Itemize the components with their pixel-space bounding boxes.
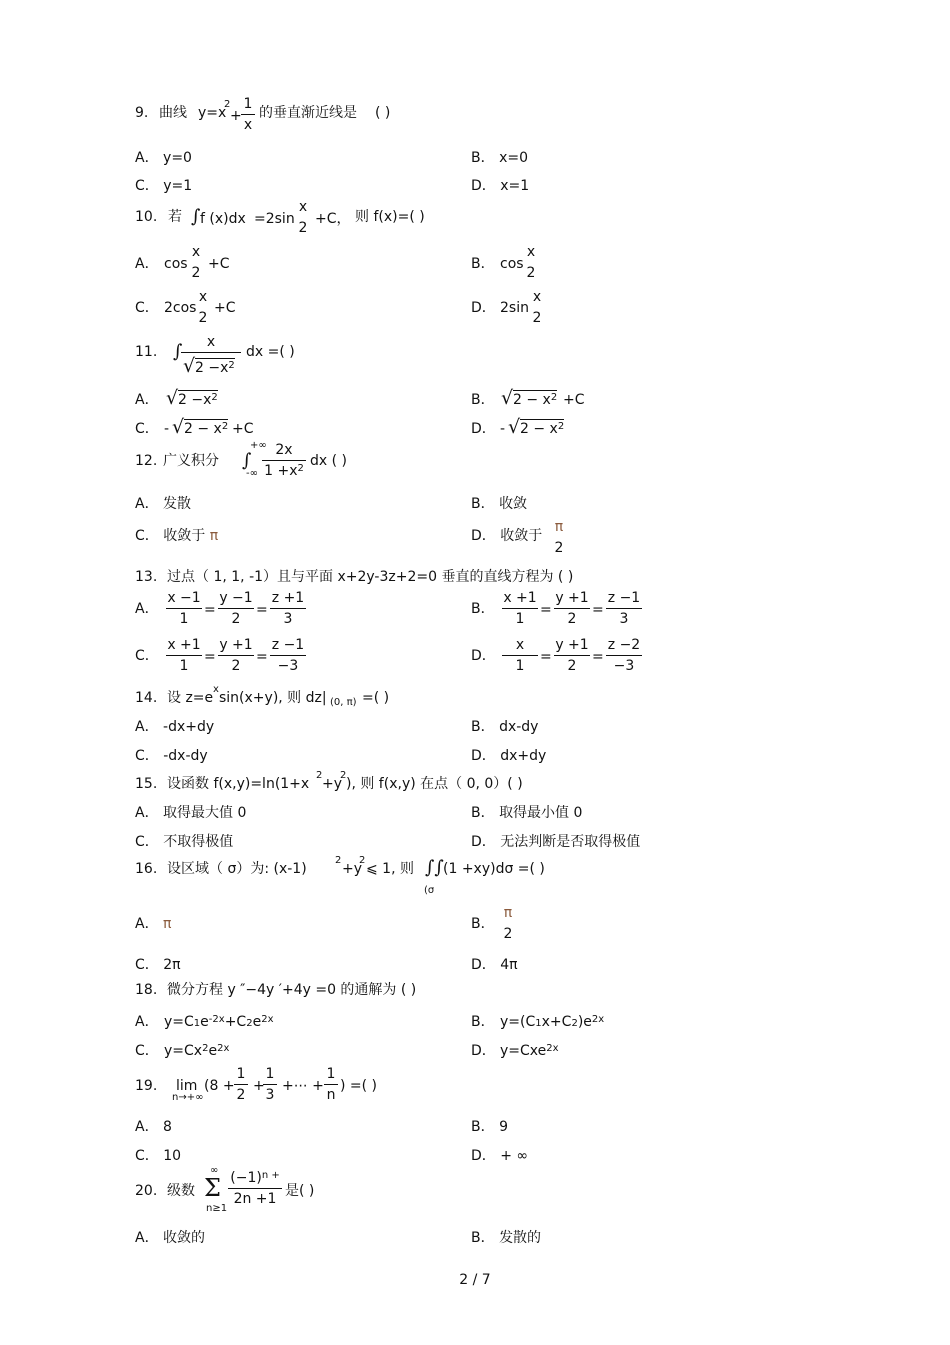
q12-upper-limit: +∞ xyxy=(250,440,267,451)
q19-plus: + xyxy=(253,1078,265,1094)
q19-lim: lim xyxy=(176,1078,198,1094)
q9-option-b: B． x=0 xyxy=(471,150,528,166)
q11-option-c-c: +C xyxy=(232,421,254,437)
q10-option-d-frac: x 2 xyxy=(532,289,542,326)
q14-option-b: B． dx-dy xyxy=(471,719,539,735)
q10-option-b-frac: x 2 xyxy=(526,244,536,281)
q15-number: 15. xyxy=(135,776,158,792)
q19-option-d: D． + ∞ xyxy=(471,1148,529,1164)
q10-option-c-fn: 2cos xyxy=(164,300,197,316)
q9-frac-num: 1 xyxy=(243,96,253,112)
equals-sign: = xyxy=(204,649,216,665)
q11-option-b-label: B． xyxy=(471,392,495,408)
integral-sign: ∫ xyxy=(173,341,183,362)
q20-upper: ∞ xyxy=(210,1165,219,1176)
q18-option-a: $y=C1e^{-2x}+C2e^{2x}$ xyxy=(164,1014,274,1030)
q15-option-b: B． 取得最小值 0 xyxy=(471,805,583,821)
q10-option-c-label: C． xyxy=(135,300,159,316)
q19-term3: 1 n xyxy=(324,1066,338,1103)
q11-option-b-c: +C xyxy=(563,392,585,408)
q14-sup: x xyxy=(213,684,219,695)
equals-sign: = xyxy=(204,602,216,618)
q13-option-b-fraction: z −1 3 xyxy=(607,590,641,627)
q9-frac-den: x xyxy=(243,117,253,133)
q14-text3: =( ) xyxy=(362,690,390,706)
q19-term2: 1 3 xyxy=(263,1066,277,1103)
q12-option-a: A． 发散 xyxy=(135,496,192,512)
q20-prefix: 级数 xyxy=(167,1183,195,1199)
q19-term1: 1 2 xyxy=(234,1066,248,1103)
equals-sign: = xyxy=(592,602,604,618)
q13-option-c-fraction: z −1 −3 xyxy=(271,637,305,674)
q12-option-c: C． 收敛于 π xyxy=(135,528,219,544)
double-integral-sign: ∫∫ xyxy=(425,857,444,878)
q10-option-a-label: A． xyxy=(135,256,159,272)
q13-option-a-fraction: z +1 3 xyxy=(271,590,305,627)
q13-text: 过点（ 1, 1, -1）且与平面 x+2y-3z+2=0 垂直的直线方程为 ( ) xyxy=(167,569,574,585)
q15-text3: ), 则 f(x,y) 在点（ 0, 0）( ) xyxy=(346,776,523,792)
q10-option-d-label: D． xyxy=(471,300,496,316)
q10-suffix: 则 f(x)=( ) xyxy=(355,209,425,225)
q13-option-c-label: C． xyxy=(135,648,159,664)
q12-suffix: dx ( ) xyxy=(310,453,347,469)
q15-option-c: C． 不取得极值 xyxy=(135,834,234,850)
q9-prefix: 曲线 xyxy=(159,105,187,121)
q18-option-b-label: B． xyxy=(471,1014,495,1030)
q14-number: 14. xyxy=(135,690,158,706)
q13-option-b-fraction: y +1 2 xyxy=(555,590,589,627)
equals-sign: = xyxy=(540,649,552,665)
q9-sup: 2 xyxy=(224,99,231,110)
q18-option-c-label: C． xyxy=(135,1043,159,1059)
q19-open: (8 + xyxy=(204,1078,235,1094)
q10-number: 10. xyxy=(135,209,158,225)
q10-option-b-fn: cos xyxy=(500,256,524,272)
q16-sup1: 2 xyxy=(335,855,342,866)
q18-option-b: $y=(C1x+C2)e^{2x}$ xyxy=(500,1014,605,1030)
integral-sign: ∫ xyxy=(191,206,201,227)
q10-plus-c: +C， xyxy=(315,211,351,227)
q16-region: (σ xyxy=(424,885,435,896)
q10-option-b-label: B． xyxy=(471,256,495,272)
equals-sign: = xyxy=(256,602,268,618)
q10-eq: =2sin xyxy=(254,211,295,227)
q9-expr: y=x xyxy=(198,105,227,121)
q15-sup1: 2 xyxy=(316,770,323,781)
q10-option-a-c: +C xyxy=(208,256,230,272)
q12-prefix: 广义积分 xyxy=(163,453,219,469)
q16-option-b-frac: π 2 xyxy=(503,905,513,942)
q20-lower: n≥1 xyxy=(206,1203,228,1214)
q16-text3: ⩽ 1, 则 xyxy=(366,861,414,877)
q13-option-d-fraction: x 1 xyxy=(502,637,538,674)
q9-number: 9. xyxy=(135,105,149,121)
q11-option-c-label: C． xyxy=(135,421,159,437)
q9-fraction xyxy=(241,96,255,133)
q13-number: 13. xyxy=(135,569,158,585)
q16-text2: +y xyxy=(342,861,363,877)
q12-option-d-frac: π 2 xyxy=(554,519,564,556)
q13-option-a-fraction: x −1 1 xyxy=(167,590,201,627)
sigma-symbol: Σ xyxy=(204,1174,221,1202)
q19-lim-sub: n→+∞ xyxy=(172,1092,204,1103)
q13-option-c-fraction: x +1 1 xyxy=(167,637,201,674)
q15-text2: +y xyxy=(322,776,343,792)
q11-option-c-minus: - xyxy=(164,421,170,437)
q12-option-d: D． 收敛于 xyxy=(471,528,543,544)
equals-sign: = xyxy=(256,649,268,665)
q12-option-b: B． 收敛 xyxy=(471,496,528,512)
q13-option-a-label: A． xyxy=(135,601,159,617)
page-number: 2 / 7 xyxy=(459,1272,491,1288)
q10-option-c-c: +C xyxy=(214,300,236,316)
q10-option-a-fn: cos xyxy=(164,256,188,272)
q19-suffix: ) =( ) xyxy=(340,1078,378,1094)
q10-fraction: x 2 xyxy=(298,199,308,236)
q18-option-d: y=Cxe$^{2x}$ xyxy=(500,1043,559,1059)
q11-option-a-label: A． xyxy=(135,392,159,408)
q13-option-b-label: B． xyxy=(471,601,495,617)
q15-text: 设函数 f(x,y)=ln(1+x xyxy=(167,776,310,792)
q9-option-d: D． x=1 xyxy=(471,178,530,194)
q16-option-b-label: B． xyxy=(471,916,495,932)
equals-sign: = xyxy=(540,602,552,618)
q9-paren: ( ) xyxy=(375,105,391,121)
q13-option-a-fraction: y −1 2 xyxy=(219,590,253,627)
q14-option-c: C． -dx-dy xyxy=(135,748,208,764)
q10-option-c-frac: x 2 xyxy=(198,289,208,326)
q13-option-d-fraction: y +1 2 xyxy=(555,637,589,674)
q15-option-d: D． 无法判断是否取得极值 xyxy=(471,834,641,850)
q16-text: 设区域（ σ）为: (x-1) xyxy=(167,861,307,877)
q19-number: 19. xyxy=(135,1078,158,1094)
q13-option-b-fraction: x +1 1 xyxy=(503,590,537,627)
q16-integrand: (1 +xy)dσ =( ) xyxy=(443,861,545,877)
q14-sub: (0, π) xyxy=(330,697,357,708)
q16-option-d: D． 4π xyxy=(471,957,518,973)
q14-text2: sin(x+y), 则 dz| xyxy=(219,690,327,706)
q18-option-a-label: A． xyxy=(135,1014,159,1030)
q11-option-d-minus: - xyxy=(500,421,506,437)
q13-option-d-label: D． xyxy=(471,648,496,664)
q16-sup2: 2 xyxy=(359,855,366,866)
q10-prefix: 若 xyxy=(168,209,182,225)
q14-text: 设 z=e xyxy=(167,690,214,706)
q14-option-d: D． dx+dy xyxy=(471,748,547,764)
q19-option-c: C． 10 xyxy=(135,1148,182,1164)
pi-symbol: π xyxy=(209,528,219,544)
q18-option-d-label: D． xyxy=(471,1043,496,1059)
q14-option-a: A． -dx+dy xyxy=(135,719,215,735)
q10-integrand: f (x)dx xyxy=(200,211,246,227)
q9-option-c: C． y=1 xyxy=(135,178,193,194)
q11-option-d-label: D． xyxy=(471,421,496,437)
q10-option-a-frac: x 2 xyxy=(191,244,201,281)
q19-option-b: B． 9 xyxy=(471,1119,508,1135)
q20-option-a: A． 收敛的 xyxy=(135,1230,206,1246)
equals-sign: = xyxy=(592,649,604,665)
q20-fraction: $(-1)^{n +}$ 2n +1 xyxy=(228,1170,282,1207)
q18-option-c: $y=Cx^2e^{2x}$ xyxy=(164,1043,230,1059)
q16-option-c: C． 2π xyxy=(135,957,181,973)
q11-number: 11. xyxy=(135,344,158,360)
q19-option-a: A． 8 xyxy=(135,1119,172,1135)
q20-number: 20. xyxy=(135,1183,158,1199)
q20-suffix: 是( ) xyxy=(285,1183,315,1199)
q9-option-a: A． y=0 xyxy=(135,150,192,166)
q9-plus: + xyxy=(230,108,242,124)
q18-number: 18. xyxy=(135,982,158,998)
q19-dots: +⋯ + xyxy=(282,1078,324,1094)
q12-number: 12. xyxy=(135,453,158,469)
q11-suffix: dx =( ) xyxy=(246,344,295,360)
q13-option-d-fraction: z −2 −3 xyxy=(607,637,641,674)
q9-suffix: 的垂直渐近线是 xyxy=(259,105,357,121)
q20-option-b: B． 发散的 xyxy=(471,1230,542,1246)
q16-number: 16. xyxy=(135,861,158,877)
q15-option-a: A． 取得最大值 0 xyxy=(135,805,247,821)
q11-fraction xyxy=(181,334,241,355)
q15-sup2: 2 xyxy=(340,770,347,781)
q12-fraction: 2x $1 +x^2$ xyxy=(262,442,306,479)
q12-lower-limit: -∞ xyxy=(246,468,258,479)
integral-sign: ∫ xyxy=(242,450,252,471)
q10-option-d-fn: 2sin xyxy=(500,300,529,316)
q18-text: 微分方程 y ″−4y ′+4y =0 的通解为 ( ) xyxy=(167,982,417,998)
q13-option-c-fraction: y +1 2 xyxy=(219,637,253,674)
q16-option-a: A． π xyxy=(135,916,172,932)
q11-frac-num: x xyxy=(206,334,216,350)
